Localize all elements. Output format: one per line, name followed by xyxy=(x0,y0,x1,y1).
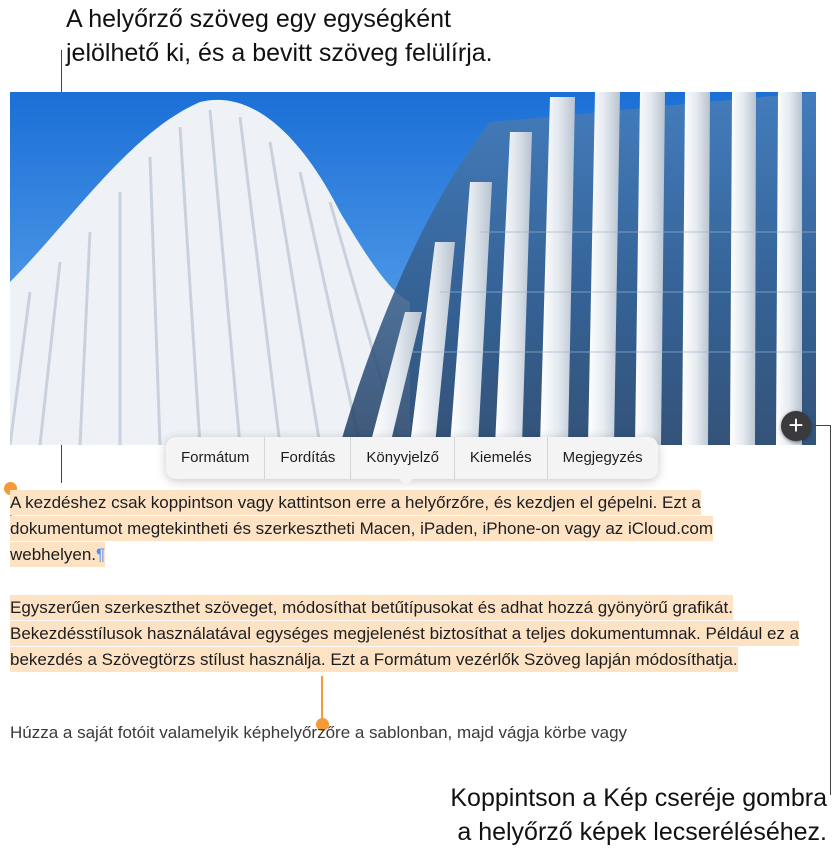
replace-image-button[interactable] xyxy=(781,411,811,441)
menu-item-translate[interactable]: Fordítás xyxy=(265,437,351,479)
callout-top-line2: jelölhető ki, és a bevitt szöveg felülírja. xyxy=(66,39,493,67)
callout-bottom xyxy=(367,781,827,849)
callout-bottom-line2: a helyőrző képek lecseréléséhez. xyxy=(457,818,827,846)
text-fade xyxy=(10,744,710,754)
menu-item-format[interactable]: Formátum xyxy=(166,437,265,479)
menu-item-bookmark[interactable]: Könyvjelző xyxy=(351,437,455,479)
paragraph-1[interactable] xyxy=(10,490,800,568)
paragraph-1-text: A kezdéshez csak koppintson vagy kattintson erre a helyőrzőre, és kezdjen el gépelni. Ezt a dokumentumot megtekintheti és szerkesztheti Macen, iPaden, iPhone-on vagy az iCloud.com webhelyen. xyxy=(10,490,713,567)
architecture-photo xyxy=(10,92,816,445)
callout-top xyxy=(66,2,606,70)
paragraph-3[interactable] xyxy=(10,720,800,746)
pilcrow-mark: ¶ xyxy=(96,542,105,567)
context-menu-arrow xyxy=(397,477,415,486)
paragraph-2[interactable] xyxy=(10,595,800,673)
leader-line-bottom-h xyxy=(813,425,831,426)
callout-top-line1: A helyőrző szöveg egy egységként xyxy=(66,5,451,33)
callout-bottom-line1: Koppintson a Kép cseréje gombra xyxy=(450,784,827,812)
context-menu xyxy=(166,437,658,479)
paragraph-3-text: Húzza a saját fotóit valamelyik képhelyőrzőre a sablonban, majd vágja körbe vagy xyxy=(10,723,628,742)
plus-icon: + xyxy=(788,410,804,440)
menu-item-comment[interactable]: Megjegyzés xyxy=(562,449,643,466)
menu-item-highlight[interactable]: Kiemelés xyxy=(455,437,548,479)
selection-end-bar xyxy=(321,676,323,720)
image-placeholder[interactable] xyxy=(10,92,816,445)
paragraph-2-text: Egyszerűen szerkeszthet szöveget, módosíthat betűtípusokat és adhat hozzá gyönyörű grafikát. Bekezdésstílusok használatával egységes megjelenést biztosíthat a teljes dokumentumnak. Például ez a bekezdés a Szövegtörzs stílust használja. Ezt a Formátum vezérlők Szöveg lapján módosíthatja. xyxy=(10,595,799,672)
leader-line-bottom-v xyxy=(830,425,831,795)
